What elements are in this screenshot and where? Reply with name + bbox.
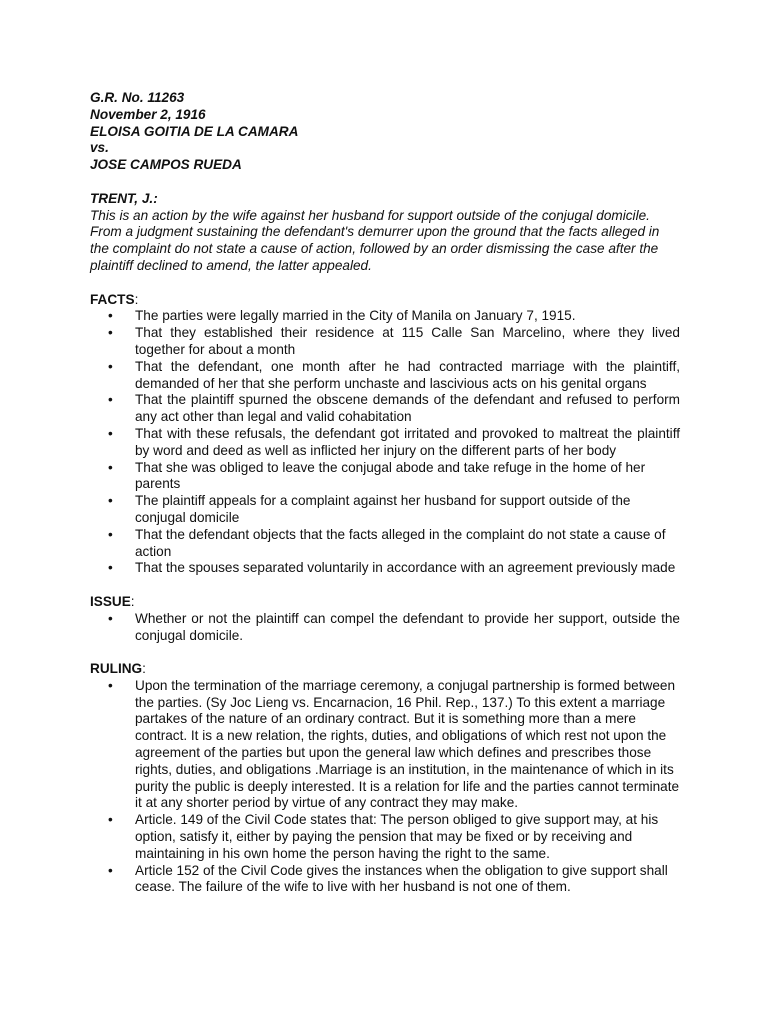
versus-label: vs. (90, 140, 109, 156)
ruling-list (90, 678, 680, 896)
facts-heading-text: FACTS (90, 291, 135, 307)
list-item: • The plaintiff appeals for a complaint against her husband for support outside of the conjugal domicile (90, 493, 680, 527)
case-summary: This is an action by the wife against her husband for support outside of the conjugal domicile. From a judgment sustaining the defendant's demurrer upon the ground that the facts alleged in the complaint do not state a cause of action, followed by an order dismissing the case after the plaintiff declined to amend, the latter appealed. (90, 207, 660, 273)
list-item: • That she was obliged to leave the conjugal abode and take refuge in the home of her parents (90, 460, 680, 494)
list-item: • Article. 149 of the Civil Code states that: The person obliged to give support may, at his option, satisfy it, either by paying the pension that may be fixed or by receiving and maintaining in his own home the person having the right to the same. (90, 812, 680, 862)
list-item: • That the plaintiff spurned the obscene demands of the defendant and refused to perform any act other than legal and valid cohabitation (90, 392, 680, 426)
facts-list (90, 308, 680, 577)
facts-heading-colon: : (134, 291, 139, 307)
ruling-heading-colon: : (142, 661, 146, 677)
list-item: • The parties were legally married in the City of Manila on January 7, 1915. (90, 308, 680, 325)
ponente: TRENT, J.: (90, 190, 158, 206)
issue-heading (90, 594, 680, 611)
defendant-name: JOSE CAMPOS RUEDA (90, 157, 242, 173)
list-item: • Article 152 of the Civil Code gives the instances when the obligation to give support shall cease. The failure of the wife to live with her husband is not one of them. (90, 863, 680, 897)
plaintiff-name: ELOISA GOITIA DE LA CAMARA (90, 123, 299, 139)
ruling-heading (90, 661, 680, 678)
ruling-heading-text: RULING (90, 661, 143, 677)
issue-list (90, 611, 680, 645)
list-item: • That the defendant objects that the facts alleged in the complaint do not state a cause of action (90, 527, 680, 561)
list-item: • That the defendant, one month after he had contracted marriage with the plaintiff, demanded of her that she perform unchaste and lascivious acts on his genital organs (90, 359, 680, 393)
issue-heading-text: ISSUE (90, 593, 131, 609)
case-number: G.R. No. 11263 (90, 90, 185, 105)
list-item: • Upon the termination of the marriage ceremony, a conjugal partnership is formed between the parties. (Sy Joc Lieng vs. Encarnacion, 16 Phil. Rep., 137.) To this extent a marriage partakes of the nature of an ordinary contract. But it is something more than a mere contract. It is a new relation, the rights, duties, and obligations of which rest not upon the agreement of the parties but upon the general law which defines and prescribes those rights, duties, and obligations .Marriage is an institution, in the maintenance of which in its purity the public is deeply interested. It is a relation for life and the parties cannot terminate it at any shorter period by virtue of any contract they may make. (90, 678, 680, 812)
document-page (90, 90, 680, 896)
list-item: • That the spouses separated voluntarily in accordance with an agreement previously made (90, 560, 680, 577)
issue-heading-colon: : (130, 593, 135, 609)
list-item: • Whether or not the plaintiff can compel the defendant to provide her support, outside the conjugal domicile. (90, 611, 680, 645)
list-item: • That with these refusals, the defendant got irritated and provoked to maltreat the plaintiff by word and deed as well as inflicted her injury on the different parts of her body (90, 426, 680, 460)
facts-heading (90, 292, 680, 309)
list-item: • That they established their residence at 115 Calle San Marcelino, where they lived together for about a month (90, 325, 680, 359)
case-date: November 2, 1916 (90, 106, 206, 122)
